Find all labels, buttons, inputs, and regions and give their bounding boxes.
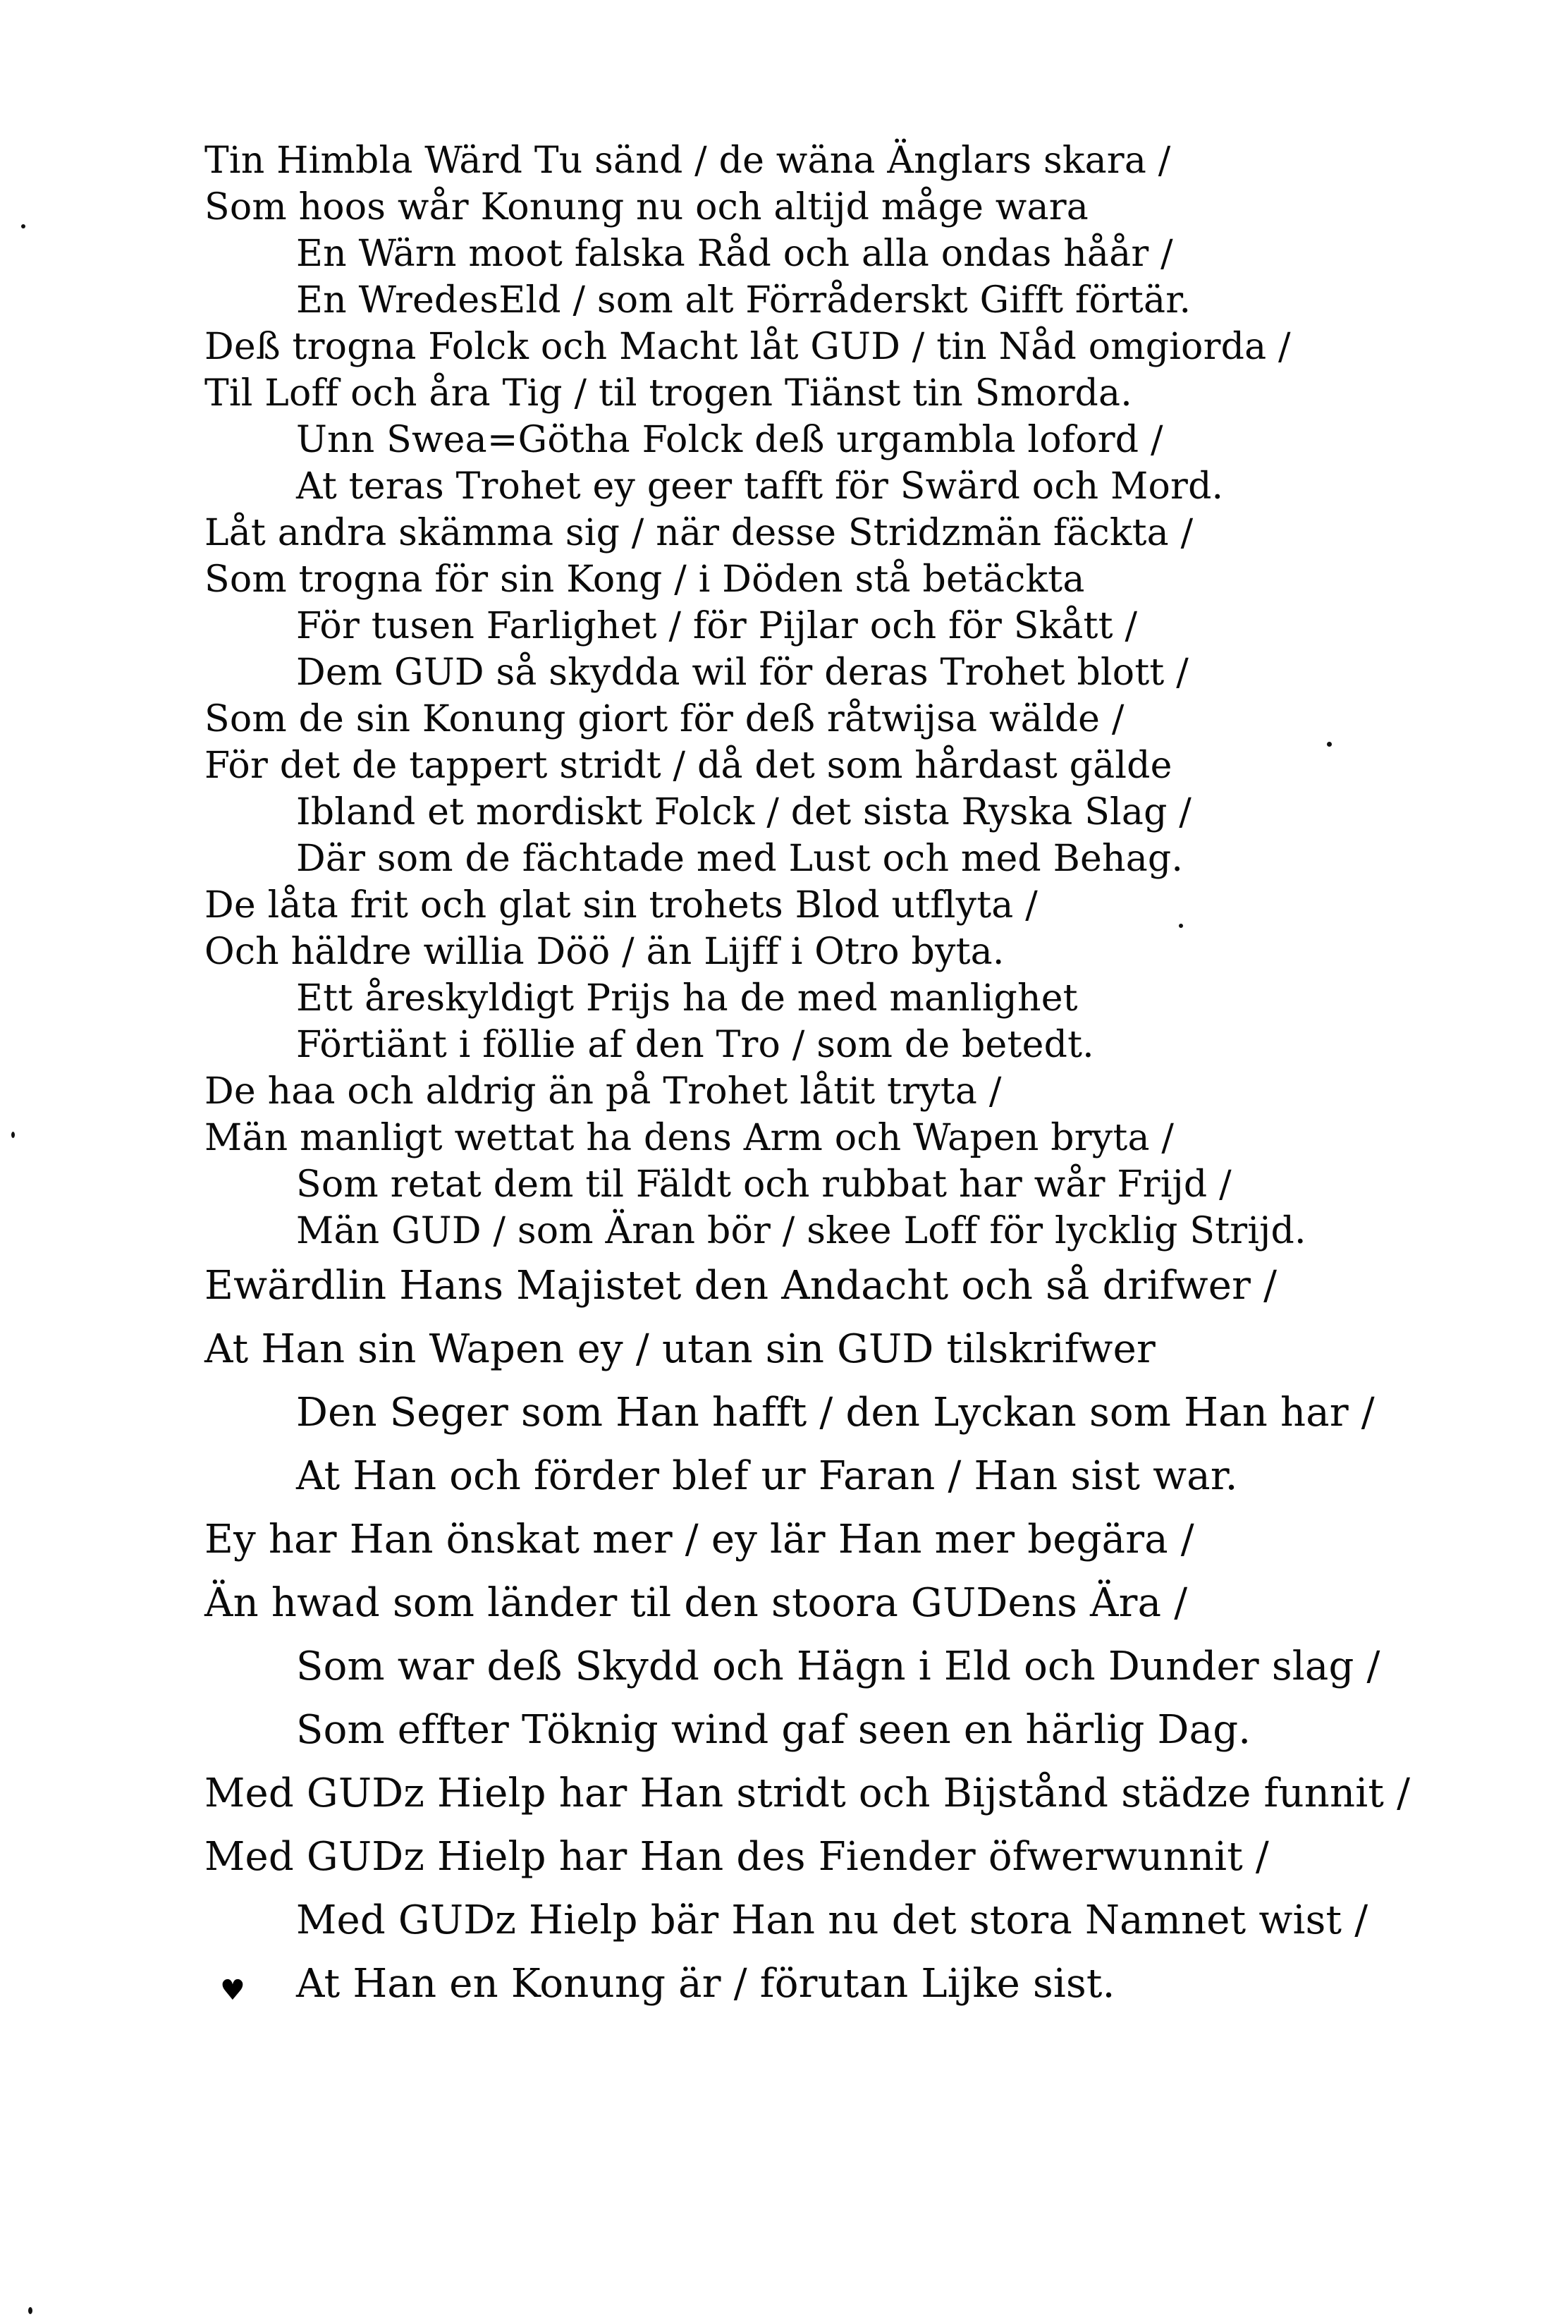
poem-line: At teras Trohet ey geer tafft för Swärd och Mord. bbox=[296, 465, 1224, 508]
poem-line: Med GUDz Hielp har Han des Fiender öfwerwunnit / bbox=[204, 1834, 1269, 1880]
print-speck bbox=[21, 224, 25, 228]
poem-line: Til Loff och åra Tig / til trogen Tiänst tin Smorda. bbox=[204, 372, 1132, 415]
poem-line: Ey har Han önskat mer / ey lär Han mer begära / bbox=[204, 1517, 1194, 1562]
poem-line: Förtiänt i föllie af den Tro / som de betedt. bbox=[296, 1024, 1094, 1066]
poem-line: Låt andra skämma sig / när desse Stridzmän fäckta / bbox=[204, 512, 1194, 554]
poem-line: Där som de fächtade med Lust och med Behag. bbox=[296, 838, 1184, 880]
poem-line: Som retat dem til Fäldt och rubbat har wår Frijd / bbox=[296, 1163, 1232, 1206]
poem-line: At Han och förder blef ur Faran / Han sist war. bbox=[296, 1453, 1238, 1499]
poem-line: För tusen Farlighet / för Pijlar och för Skått / bbox=[296, 605, 1138, 647]
print-speck bbox=[1327, 742, 1332, 747]
poem-line: At Han sin Wapen ey / utan sin GUD tilskrifwer bbox=[204, 1326, 1156, 1372]
poem-line: Som trogna för sin Kong / i Döden stå betäckta bbox=[204, 558, 1085, 601]
print-speck bbox=[11, 1132, 15, 1138]
poem-text-block bbox=[204, 137, 1445, 2016]
poem-line: Män manligt wettat ha dens Arm och Wapen bryta / bbox=[204, 1117, 1175, 1159]
poem-line: Med GUDz Hielp bär Han nu det stora Namnet wist / bbox=[296, 1897, 1368, 1943]
poem-line: Män GUD / som Äran bör / skee Loff för lycklig Strijd. bbox=[296, 1210, 1306, 1252]
poem-line: Än hwad som länder til den stoora GUDens Ära / bbox=[204, 1580, 1188, 1626]
poem-line: At Han en Konung är / förutan Lijke sist. bbox=[296, 1961, 1115, 2007]
poem-line: Ewärdlin Hans Majistet den Andacht och så drifwer / bbox=[204, 1263, 1278, 1309]
poem-line: Och häldre willia Döö / än Lijff i Otro byta. bbox=[204, 931, 1005, 973]
poem-line: Som hoos wår Konung nu och altijd måge wara bbox=[204, 186, 1089, 228]
poem-line: Dem GUD så skydda wil för deras Trohet blott / bbox=[296, 652, 1189, 694]
poem-line: Med GUDz Hielp har Han stridt och Bijstånd städze funnit / bbox=[204, 1770, 1411, 1816]
poem-line: Som war deß Skydd och Hägn i Eld och Dunder slag / bbox=[296, 1644, 1380, 1689]
poem-line: Unn Swea=Götha Folck deß urgambla loford / bbox=[296, 419, 1163, 461]
poem-line: Ett åreskyldigt Prijs ha de med manlighet bbox=[296, 977, 1078, 1020]
poem-line: De haa och aldrig än på Trohet låtit tryta / bbox=[204, 1070, 1002, 1113]
poem-line: En Wärn moot falska Råd och alla ondas håår / bbox=[296, 233, 1173, 275]
poem-line: Som effter Töknig wind gaf seen en härlig Dag. bbox=[296, 1707, 1251, 1753]
poem-line: En WredesEld / som alt Förråderskt Gifft förtär. bbox=[296, 279, 1192, 322]
poem-line: Ibland et mordiskt Folck / det sista Ryska Slag / bbox=[296, 791, 1192, 833]
poem-line: Deß trogna Folck och Macht låt GUD / tin Nåd omgiorda / bbox=[204, 326, 1291, 368]
poem-line: För det de tappert stridt / då det som hårdast gälde bbox=[204, 745, 1172, 787]
poem-line: Den Seger som Han hafft / den Lyckan som Han har / bbox=[296, 1390, 1375, 1436]
fleuron-ornament-icon: ♥ bbox=[220, 1974, 245, 2007]
poem-line: Tin Himbla Wärd Tu sänd / de wäna Änglars skara / bbox=[204, 140, 1171, 182]
poem-line: De låta frit och glat sin trohets Blod utflyta / bbox=[204, 884, 1038, 926]
print-speck bbox=[1179, 924, 1183, 928]
print-speck bbox=[28, 2307, 32, 2314]
poem-line: Som de sin Konung giort för deß råtwijsa wälde / bbox=[204, 698, 1125, 740]
